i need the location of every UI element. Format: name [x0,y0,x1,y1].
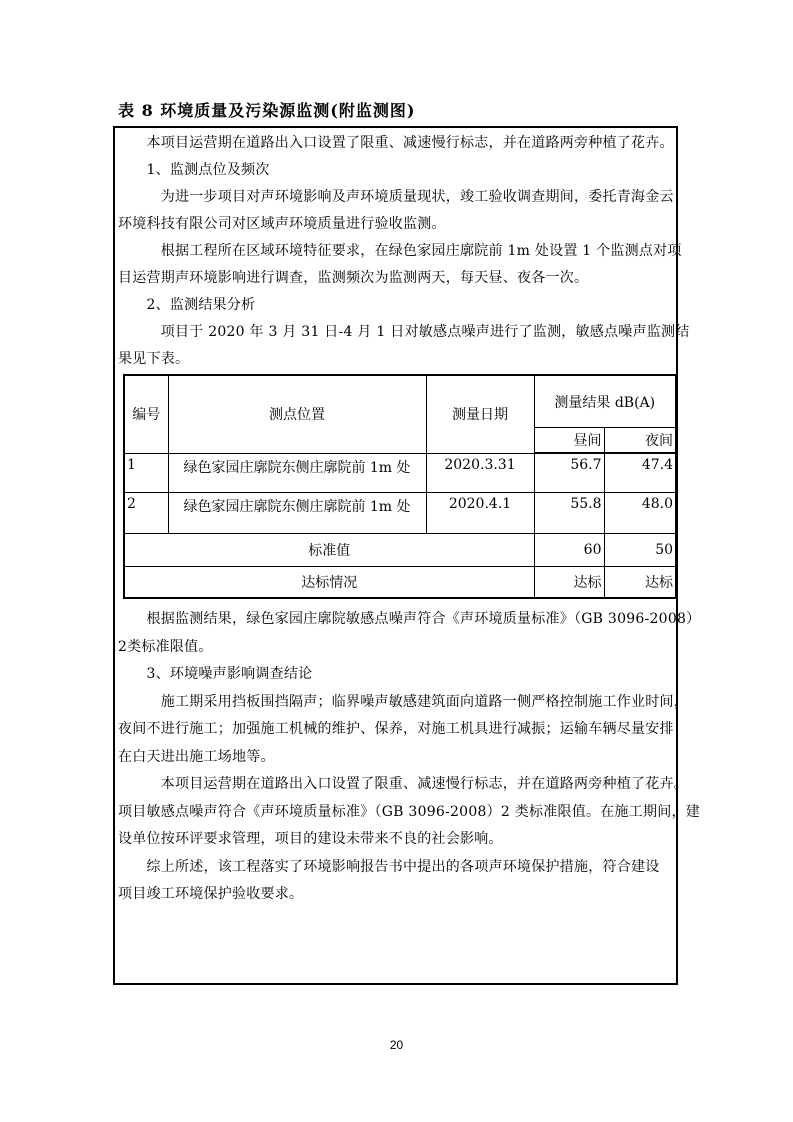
text-line: 在白天进出施工场地等。 [118,748,275,765]
table-row [124,453,676,493]
text-line: 2、监测结果分析 [118,297,256,313]
text-line: 项目于 2020 年 3 月 31 日-4 月 1 日对敏感点噪声进行了监测，敏感点噪声监测结 [118,324,690,340]
attainment-day-value: 达标 [534,567,604,599]
text-line: 项目敏感点噪声符合《声环境质量标准》（GB 3096-2008）2 类标准限值。在施工期间，建 [118,803,701,820]
text-line: 为进一步项目对声环境影响及声环境质量现状，竣工验收调查期间，委托青海金云 [118,189,674,205]
document-border-box [113,126,701,985]
page-title: 表 8 环境质量及污染源监测(附监测图) [118,101,416,120]
cell-date: 2020.4.1 [426,493,534,534]
text-line: 施工期采用挡板围挡隔声；临界噪声敏感建筑面向道路一侧严格控制施工作业时间， [118,693,688,710]
paragraphs-top [118,130,690,373]
cell-date: 2020.3.31 [426,453,534,493]
standard-night-value: 50 [604,534,676,567]
text-line: 本项目运营期在道路出入口设置了限重、减速慢行标志，并在道路两旁种植了花卉。 [118,135,674,151]
cell-day-value: 55.8 [534,493,604,534]
text-line: 综上所述，该工程落实了环境影响报告书中提出的各项声环境保护措施，符合建设 [118,858,660,875]
col-header-date: 测量日期 [426,375,534,453]
text-line: 1、监测点位及频次 [118,162,270,178]
col-header-location: 测点位置 [168,375,426,453]
noise-monitoring-table [123,374,677,599]
col-header-day: 昼间 [534,428,604,454]
text-line: 夜间不进行施工；加强施工机械的维护、保养，对施工机具进行减振；运输车辆尽量安排 [118,721,674,737]
cell-location: 绿色家园庄廓院东侧庄廓院前 1m 处 [168,493,426,534]
col-header-night: 夜间 [604,428,676,454]
cell-no: 1 [124,453,168,493]
text-line: 果见下表。 [118,351,190,367]
standard-label: 标准值 [124,534,534,567]
standard-day-value: 60 [534,534,604,567]
text-line: 根据监测结果，绿色家园庄廓院敏感点噪声符合《声环境质量标准》（GB 3096-2008） [118,611,701,627]
table-row [124,493,676,534]
cell-day-value: 56.7 [534,453,604,493]
col-header-result: 测量结果 dB(A) [534,375,676,428]
col-header-no: 编号 [124,375,168,453]
text-line: 2类标准限值。 [118,638,213,655]
text-line: 本项目运营期在道路出入口设置了限重、减速慢行标志，并在道路两旁种植了花卉。 [118,776,688,792]
text-line: 目运营期声环境影响进行调查，监测频次为监测两天，每天昼、夜各一次。 [118,270,589,286]
text-line: 根据工程所在区域环境特征要求，在绿色家园庄廓院前 1m 处设置 1 个监测点对项 [118,243,682,259]
standard-value-row [124,534,676,567]
text-line: 环境科技有限公司对区域声环境质量进行验收监测。 [118,216,446,232]
page-number: 20 [389,1038,404,1052]
attainment-night-value: 达标 [604,567,676,599]
cell-no: 2 [124,493,168,534]
text-line: 设单位按环评要求管理，项目的建设未带来不良的社会影响。 [118,831,503,847]
table-header-row [124,375,676,428]
cell-location: 绿色家园庄廓院东侧庄廓院前 1m 处 [168,453,426,493]
text-line: 项目竣工环境保护验收要求。 [118,886,304,902]
attainment-row [124,567,676,599]
paragraphs-bottom [118,606,701,909]
attainment-label: 达标情况 [124,567,534,599]
cell-night-value: 47.4 [604,453,676,493]
cell-night-value: 48.0 [604,493,676,534]
text-line: 3、环境噪声影响调查结论 [118,666,313,682]
